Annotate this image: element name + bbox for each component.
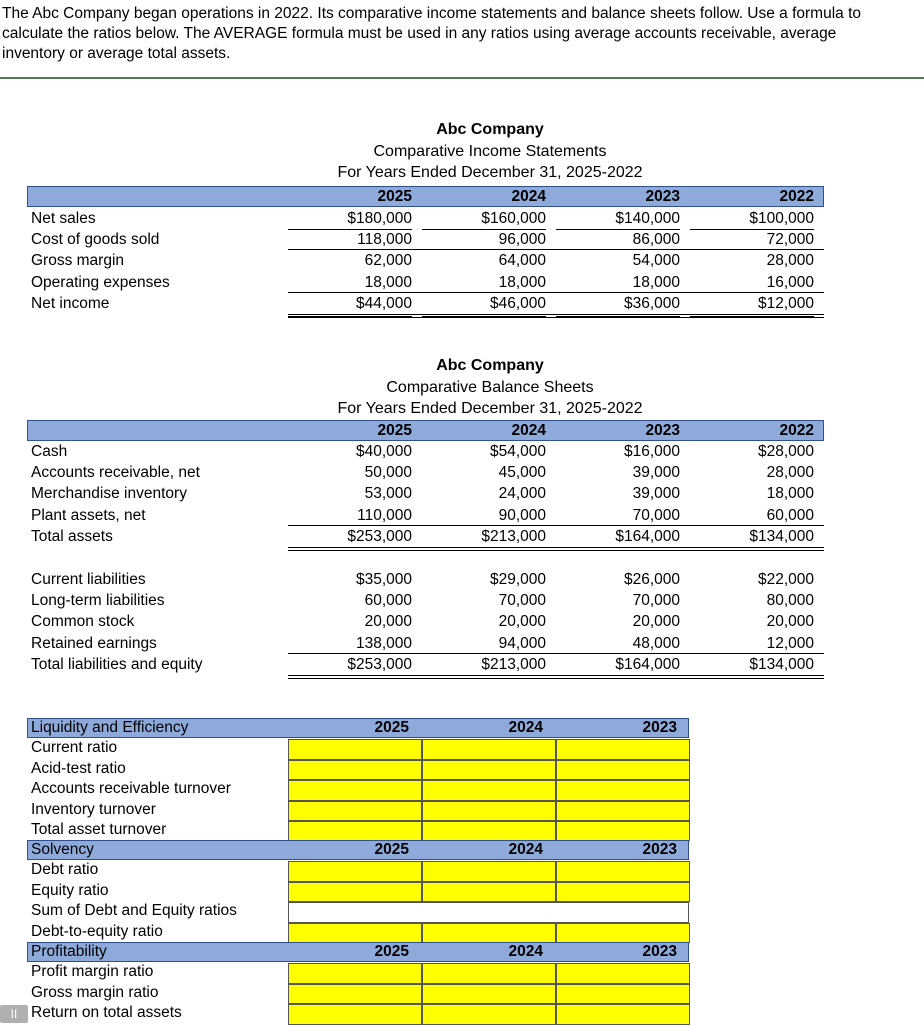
asset-row-label: Cash	[31, 443, 68, 460]
answer-input-cell[interactable]	[422, 821, 556, 841]
double-underline-rule	[556, 314, 690, 318]
income-row-label: Cost of goods sold	[31, 231, 160, 249]
income-row-value: 72,000	[766, 231, 814, 249]
income-row-value: 18,000	[498, 273, 546, 291]
asset-row-value: $134,000	[749, 527, 814, 545]
answer-input-cell[interactable]	[422, 861, 556, 881]
solvency-ratio-label: Debt-to-equity ratio	[31, 922, 163, 940]
asset-row-value: 60,000	[766, 506, 814, 524]
underline-rule	[422, 525, 556, 526]
underline-rule	[288, 525, 422, 526]
liability-row-value: 20,000	[498, 613, 546, 631]
asset-row-value: 24,000	[498, 485, 546, 503]
answer-input-cell[interactable]	[288, 821, 422, 841]
liability-row-label: Retained earnings	[31, 634, 157, 652]
double-underline-rule	[422, 675, 556, 679]
double-underline-rule	[288, 675, 422, 679]
liability-row-value: 48,000	[632, 634, 680, 652]
answer-input-cell[interactable]	[288, 984, 422, 1004]
asset-row-value: $16,000	[623, 443, 680, 460]
balance-year-2025: 2025	[377, 422, 412, 439]
income-row-value: 18,000	[632, 273, 680, 291]
liability-row-label: Current liabilities	[31, 571, 146, 588]
liability-row-value: 70,000	[632, 592, 680, 610]
asset-row-value: 39,000	[632, 485, 680, 503]
income-period: For Years Ended December 31, 2025-2022	[337, 164, 643, 181]
asset-row-value: 110,000	[357, 506, 412, 524]
liability-row-value: $29,000	[489, 571, 546, 588]
liquidity-ratio-label: Acid-test ratio	[31, 759, 126, 777]
answer-input-cell[interactable]	[422, 801, 556, 821]
underline-rule	[690, 653, 824, 654]
income-row-value: $160,000	[422, 209, 546, 230]
underline-rule	[422, 653, 556, 654]
answer-input-cell[interactable]	[422, 923, 556, 943]
drag-handle-icon[interactable]: II	[0, 1005, 28, 1023]
liability-row-value: $22,000	[757, 571, 814, 588]
income-row-value: $36,000	[556, 294, 680, 317]
answer-input-cell[interactable]	[556, 984, 690, 1004]
solvency-ratio-label: Equity ratio	[31, 881, 109, 899]
liability-row-value: 70,000	[498, 592, 546, 610]
answer-input-cell[interactable]	[288, 882, 422, 902]
balance-sheet-title: Comparative Balance Sheets	[386, 379, 594, 396]
income-year-2024: 2024	[511, 188, 546, 205]
answer-input-cell[interactable]	[288, 760, 422, 780]
instructions-line-2: calculate the ratios below. The AVERAGE formula must be used in any ratios using average accounts receivable, average	[2, 25, 837, 42]
balance-company-title: Abc Company	[436, 357, 544, 374]
underline-rule	[288, 653, 422, 654]
income-row-value: 28,000	[766, 252, 814, 270]
income-row-value: 18,000	[364, 273, 412, 291]
income-row-value: $12,000	[690, 294, 814, 317]
liquidity-ratio-label: Total asset turnover	[31, 821, 167, 838]
income-year-2022: 2022	[779, 188, 814, 205]
liability-row-value: 20,000	[766, 613, 814, 631]
instructions-line-1: The Abc Company began operations in 2022. Its comparative income statements and balance sheets follow. Use a formula to	[2, 5, 862, 22]
asset-row-value: 50,000	[364, 464, 412, 482]
liability-row-value: 94,000	[498, 634, 546, 652]
underline-rule	[288, 292, 422, 293]
balance-year-2022: 2022	[779, 422, 814, 439]
profitability-ratio-label: Gross margin ratio	[31, 983, 159, 1001]
liability-row-value: 138,000	[355, 634, 412, 652]
liquidity-section-title: Liquidity and Efficiency	[31, 719, 189, 736]
income-row-value: $100,000	[690, 209, 814, 230]
income-row-value: 64,000	[498, 252, 546, 270]
double-underline-rule	[690, 547, 824, 551]
double-underline-rule	[556, 547, 690, 551]
instructions-line-3: inventory or average total assets.	[2, 45, 231, 62]
answer-input-cell[interactable]	[556, 801, 690, 821]
instructions	[2, 4, 924, 64]
asset-row-label: Merchandise inventory	[31, 485, 187, 503]
asset-row-value: 70,000	[632, 506, 680, 524]
income-company-title: Abc Company	[436, 121, 544, 138]
balance-period: For Years Ended December 31, 2025-2022	[337, 400, 643, 417]
liability-row-value: 80,000	[766, 592, 814, 610]
profitability-ratio-label: Return on total assets	[31, 1004, 182, 1022]
underline-rule	[690, 292, 824, 293]
asset-row-value: $213,000	[481, 527, 546, 545]
liability-row-label: Total liabilities and equity	[31, 655, 203, 673]
income-statement-title: Comparative Income Statements	[373, 143, 607, 160]
double-underline-rule	[556, 675, 690, 679]
income-row-label: Operating expenses	[31, 273, 170, 291]
profitability-year-header: 2023	[642, 943, 677, 960]
double-underline-rule	[690, 675, 824, 679]
liability-row-value: $253,000	[347, 655, 412, 673]
underline-rule	[556, 525, 690, 526]
double-underline-rule	[422, 547, 556, 551]
underline-rule	[422, 249, 556, 250]
answer-input-cell[interactable]	[422, 882, 556, 902]
solvency-ratio-label: Debt ratio	[31, 861, 99, 879]
liability-row-value: $164,000	[615, 655, 680, 673]
liquidity-year-header: 2025	[374, 719, 409, 736]
asset-row-label: Total assets	[31, 527, 113, 545]
balance-year-2023: 2023	[645, 422, 680, 439]
answer-input-cell[interactable]	[556, 861, 690, 881]
answer-input-cell[interactable]	[556, 760, 690, 780]
profitability-year-header: 2025	[374, 943, 409, 960]
balance-year-2024: 2024	[511, 422, 546, 439]
asset-row-value: 45,000	[498, 464, 546, 482]
liability-row-value: $134,000	[749, 655, 814, 673]
underline-rule	[556, 249, 690, 250]
liability-row-label: Long-term liabilities	[31, 592, 165, 610]
asset-row-value: $28,000	[757, 443, 814, 460]
answer-input-cell[interactable]	[556, 821, 690, 841]
income-row-label: Net income	[31, 294, 110, 312]
income-year-2025: 2025	[377, 188, 412, 205]
income-row-value: $44,000	[288, 294, 412, 317]
liability-row-value: 20,000	[632, 613, 680, 631]
liquidity-ratio-label: Accounts receivable turnover	[31, 780, 231, 798]
underline-rule	[288, 249, 422, 250]
income-row-value: 62,000	[364, 252, 412, 270]
solvency-ratio-label: Sum of Debt and Equity ratios	[31, 902, 237, 920]
income-row-value: 54,000	[632, 252, 680, 270]
answer-input-cell[interactable]	[422, 739, 556, 759]
underline-rule	[690, 249, 824, 250]
solvency-year-header: 2025	[374, 841, 409, 858]
asset-row-value: 53,000	[364, 485, 412, 503]
income-row-value: 96,000	[498, 231, 546, 249]
underline-rule	[690, 525, 824, 526]
liquidity-ratio-label: Inventory turnover	[31, 800, 156, 818]
answer-input-cell[interactable]	[556, 780, 690, 800]
asset-row-value: $54,000	[489, 443, 546, 460]
asset-row-label: Plant assets, net	[31, 506, 146, 524]
answer-input-cell[interactable]	[556, 882, 690, 902]
answer-input-cell[interactable]	[288, 963, 422, 983]
income-row-value: $46,000	[422, 294, 546, 317]
answer-input-cell[interactable]	[422, 963, 556, 983]
profitability-section-title: Profitability	[31, 943, 107, 960]
double-underline-rule	[422, 314, 556, 318]
answer-input-cell[interactable]	[556, 963, 690, 983]
liability-row-value: $26,000	[623, 571, 680, 588]
income-year-2023: 2023	[645, 188, 680, 205]
income-row-value: $180,000	[288, 209, 412, 230]
liability-row-value: $213,000	[481, 655, 546, 673]
asset-row-value: 28,000	[766, 464, 814, 482]
underline-rule	[556, 653, 690, 654]
asset-row-value: 18,000	[766, 485, 814, 503]
solvency-year-header: 2023	[642, 841, 677, 858]
asset-row-value: $40,000	[355, 443, 412, 460]
income-row-label: Gross margin	[31, 252, 125, 270]
underline-rule	[422, 292, 556, 293]
answer-input-cell[interactable]	[422, 1004, 556, 1024]
answer-input-cell[interactable]	[556, 923, 690, 943]
answer-input-cell[interactable]	[422, 760, 556, 780]
profitability-ratio-label: Profit margin ratio	[31, 963, 154, 981]
asset-row-label: Accounts receivable, net	[31, 464, 200, 482]
answer-input-cell[interactable]	[288, 780, 422, 800]
answer-input-cell[interactable]	[422, 984, 556, 1004]
answer-input-cell[interactable]	[288, 861, 422, 881]
double-underline-rule	[288, 314, 422, 318]
income-row-label: Net sales	[31, 210, 96, 227]
answer-input-cell[interactable]	[288, 923, 422, 943]
header-divider	[0, 77, 924, 79]
computed-cell	[288, 902, 689, 922]
answer-input-cell[interactable]	[288, 739, 422, 759]
liability-row-value: 12,000	[766, 634, 814, 652]
asset-row-value: $253,000	[347, 527, 412, 545]
double-underline-rule	[690, 314, 824, 318]
income-row-value: 16,000	[766, 273, 814, 291]
solvency-section-title: Solvency	[31, 841, 94, 858]
liability-row-label: Common stock	[31, 613, 135, 631]
income-row-value: 118,000	[357, 231, 412, 249]
liquidity-ratio-label: Current ratio	[31, 739, 118, 757]
asset-row-value: 39,000	[632, 464, 680, 482]
solvency-year-header: 2024	[508, 841, 543, 858]
income-row-value: $140,000	[556, 209, 680, 230]
answer-input-cell[interactable]	[556, 739, 690, 759]
underline-rule	[556, 292, 690, 293]
answer-input-cell[interactable]	[422, 780, 556, 800]
liquidity-year-header: 2023	[642, 719, 677, 736]
income-row-value: 86,000	[632, 231, 680, 249]
liability-row-value: 60,000	[364, 592, 412, 610]
answer-input-cell[interactable]	[288, 801, 422, 821]
liability-row-value: 20,000	[364, 613, 412, 631]
liability-row-value: $35,000	[355, 571, 412, 588]
asset-row-value: $164,000	[615, 527, 680, 545]
asset-row-value: 90,000	[498, 506, 546, 524]
profitability-year-header: 2024	[508, 943, 543, 960]
liquidity-year-header: 2024	[508, 719, 543, 736]
double-underline-rule	[288, 547, 422, 551]
answer-input-cell[interactable]	[556, 1004, 690, 1024]
answer-input-cell[interactable]	[288, 1004, 422, 1024]
